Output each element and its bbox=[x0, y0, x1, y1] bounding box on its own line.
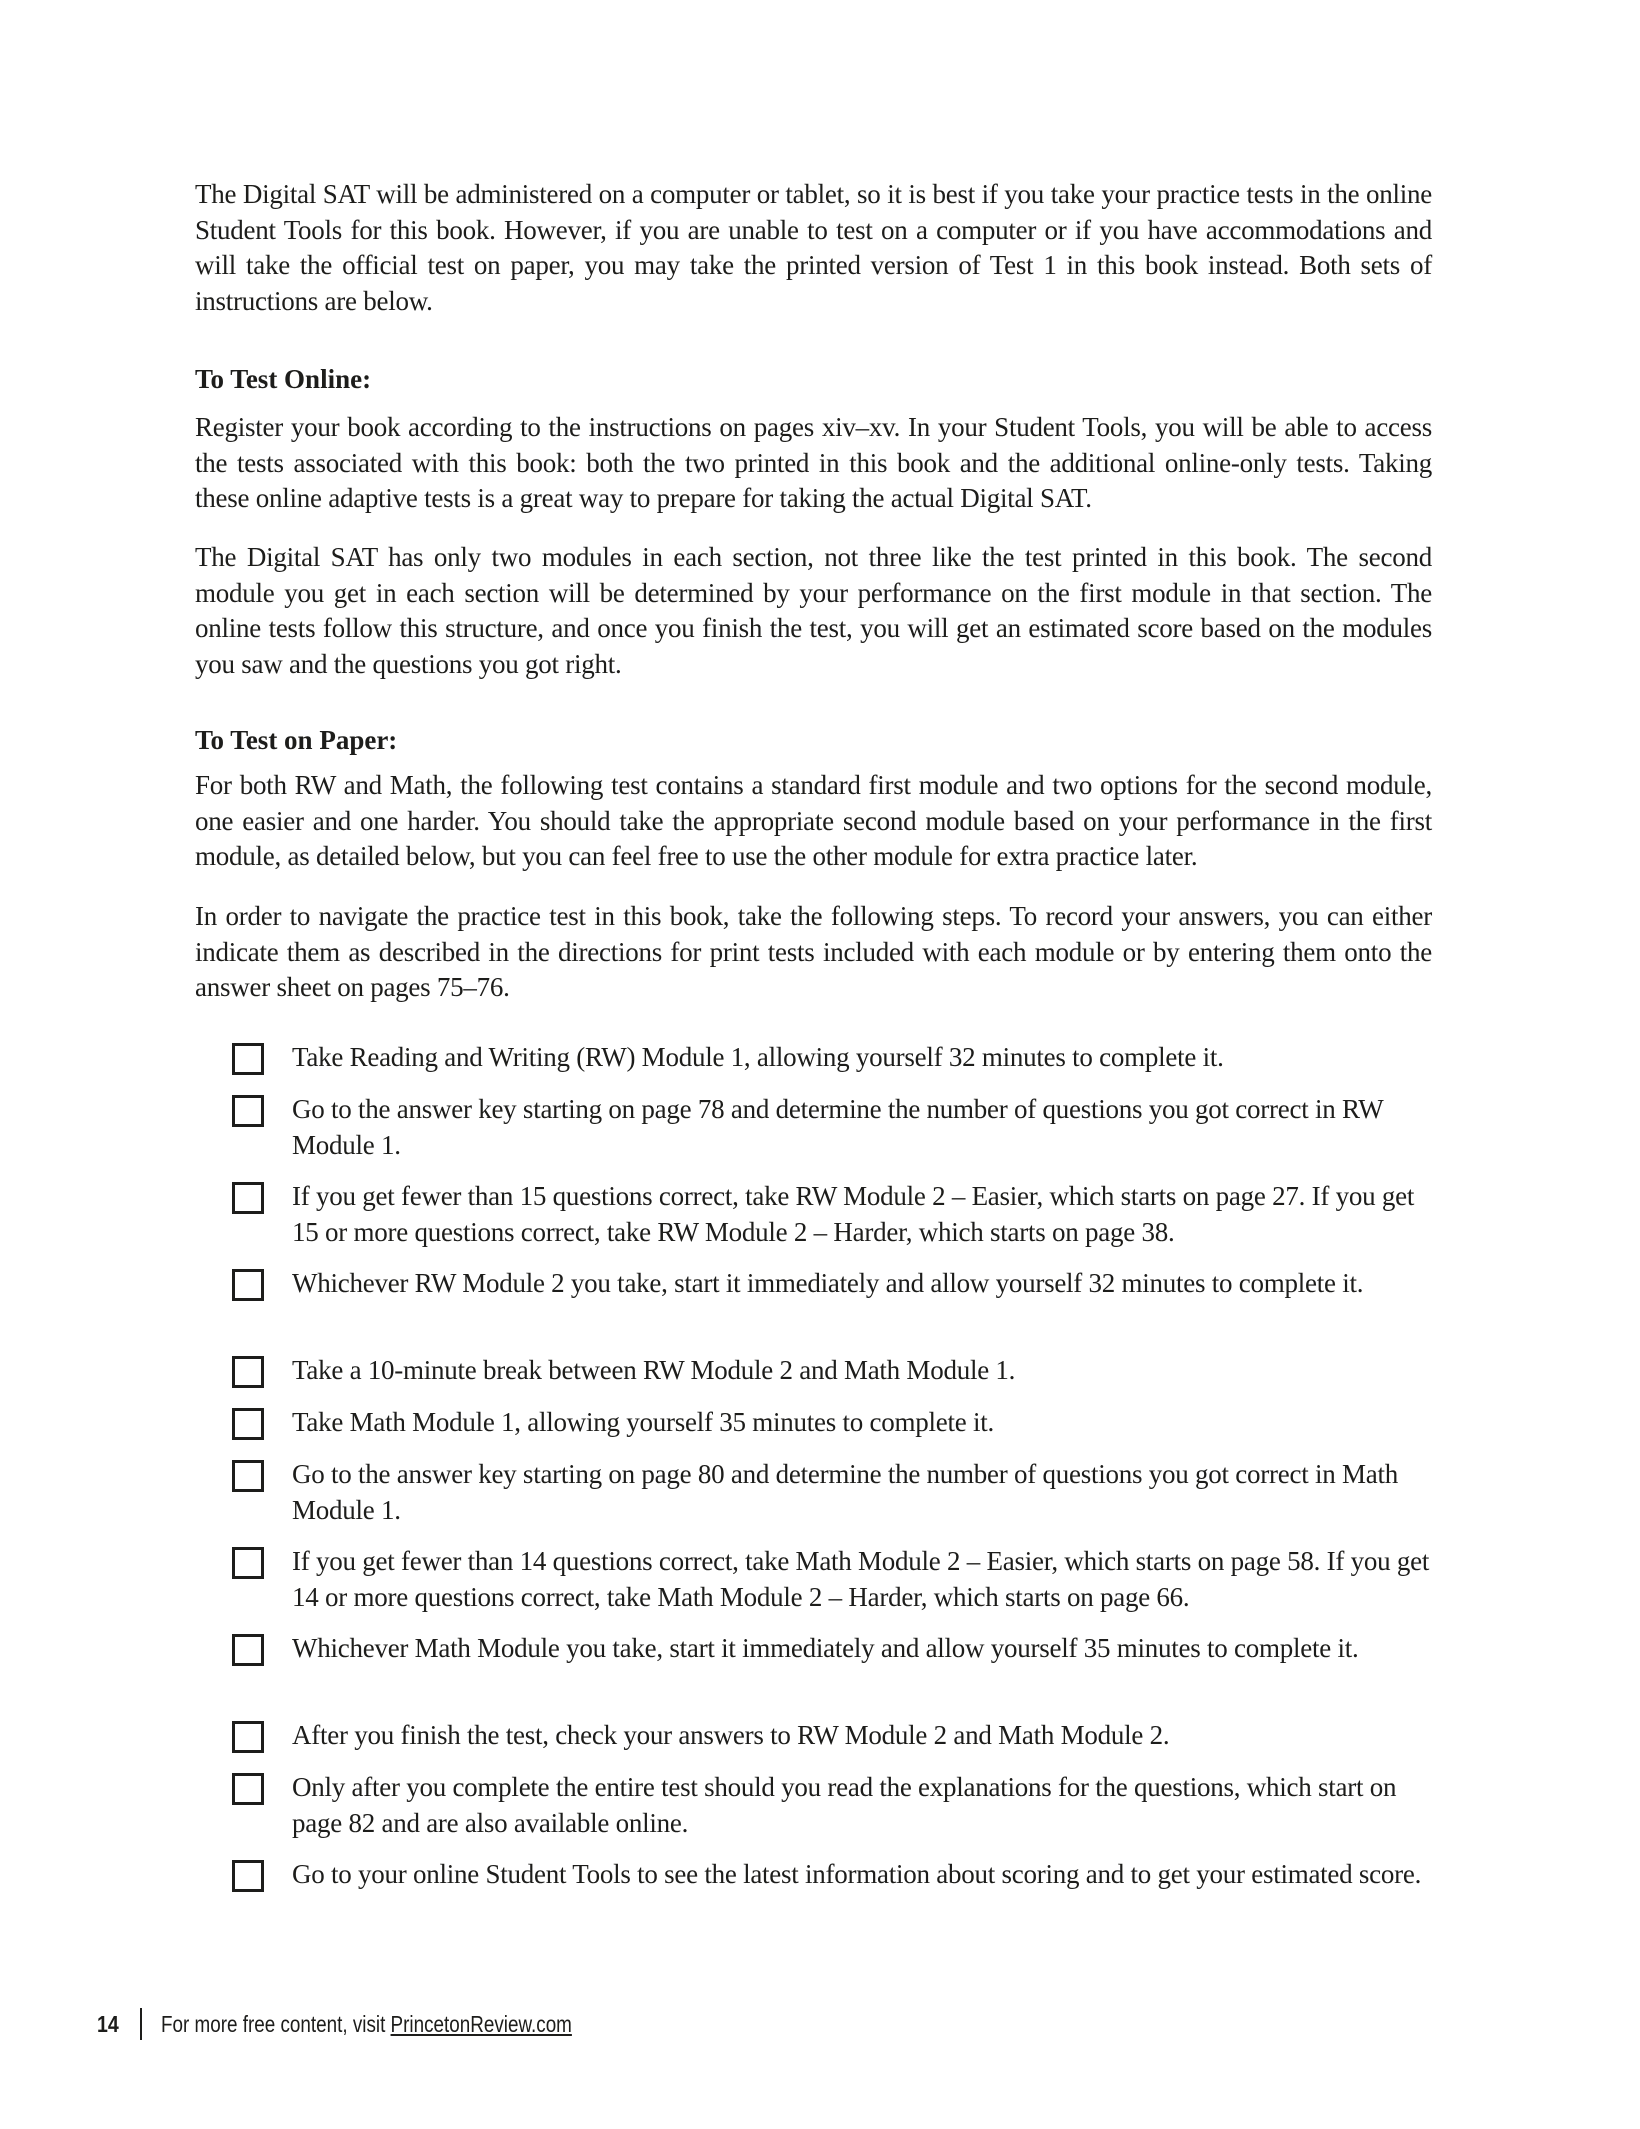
checkbox-icon[interactable] bbox=[232, 1773, 264, 1805]
footer-divider bbox=[140, 2008, 142, 2040]
checklist-item-text: Take Math Module 1, allowing yourself 35 minutes to complete it. bbox=[292, 1407, 994, 1437]
checklist-item bbox=[232, 1631, 1358, 1667]
checklist-item bbox=[232, 1353, 1015, 1389]
checklist-item bbox=[232, 1770, 1432, 1841]
checkbox-icon[interactable] bbox=[232, 1408, 264, 1440]
checkbox-icon[interactable] bbox=[232, 1269, 264, 1301]
checklist-item-text: Take a 10-minute break between RW Module 2 and Math Module 1. bbox=[292, 1355, 1016, 1385]
checkbox-icon[interactable] bbox=[232, 1860, 264, 1892]
checklist-item bbox=[232, 1040, 1224, 1076]
checklist-item-text: Go to the answer key starting on page 78 and determine the number of questions you got correct in RW Module 1. bbox=[292, 1094, 1383, 1160]
online-paragraph-1: Register your book according to the instructions on pages xiv–xv. In your Student Tools, you will be able to access the tests associated with this book: both the two printed in this book and the additional online-only tests. Taking these online adaptive tests is a great way to prepare for taking the actual Digital SAT. bbox=[195, 412, 1432, 514]
checklist-item bbox=[232, 1457, 1432, 1528]
princeton-review-link[interactable]: PrincetonReview.com bbox=[390, 2010, 572, 2037]
checklist-item-text: After you finish the test, check your answers to RW Module 2 and Math Module 2. bbox=[292, 1720, 1170, 1750]
intro-paragraph: The Digital SAT will be administered on a computer or tablet, so it is best if you take your practice tests in the online Student Tools for this book. However, if you are unable to test on a computer or if you have accommodations and will take the official test on paper, you may take the printed version of Test 1 in this book instead. Both sets of instructions are below. bbox=[195, 179, 1432, 317]
checkbox-icon[interactable] bbox=[232, 1634, 264, 1666]
checklist-item bbox=[232, 1092, 1432, 1163]
checklist-item bbox=[232, 1266, 1363, 1302]
footer-text bbox=[161, 2011, 572, 2038]
checklist-item-text: Only after you complete the entire test should you read the explanations for the questions, which start on page 82 and are also available online. bbox=[292, 1772, 1397, 1838]
checkbox-icon[interactable] bbox=[232, 1095, 264, 1127]
checklist-item bbox=[232, 1718, 1169, 1754]
online-section-heading: To Test Online: bbox=[195, 364, 372, 394]
checkbox-icon[interactable] bbox=[232, 1547, 264, 1579]
checklist-item bbox=[232, 1405, 994, 1441]
checklist-item-text: Whichever RW Module 2 you take, start it immediately and allow yourself 32 minutes to complete it. bbox=[292, 1268, 1364, 1298]
paper-section-heading: To Test on Paper: bbox=[195, 725, 398, 755]
page-number: 14 bbox=[97, 2010, 119, 2037]
checklist-item-text: Go to your online Student Tools to see the latest information about scoring and to get your estimated score. bbox=[292, 1859, 1422, 1889]
checklist-item bbox=[232, 1179, 1432, 1250]
paper-paragraph-2: In order to navigate the practice test in this book, take the following steps. To record your answers, you can either indicate them as described in the directions for print tests included with each module or by entering them onto the answer sheet on pages 75–76. bbox=[195, 901, 1432, 1003]
page-footer bbox=[97, 2006, 662, 2042]
checkbox-icon[interactable] bbox=[232, 1182, 264, 1214]
checklist-item bbox=[232, 1857, 1421, 1893]
checklist-item bbox=[232, 1544, 1432, 1615]
checklist-item-text: Whichever Math Module you take, start it immediately and allow yourself 35 minutes to complete it. bbox=[292, 1633, 1359, 1663]
checklist-item-text: If you get fewer than 14 questions correct, take Math Module 2 – Easier, which starts on page 58. If you get 14 or more questions correct, take Math Module 2 – Harder, which starts on page 66. bbox=[292, 1546, 1430, 1612]
checklist-item-text: Take Reading and Writing (RW) Module 1, allowing yourself 32 minutes to complete it. bbox=[292, 1042, 1224, 1072]
checklist-item-text: Go to the answer key starting on page 80 and determine the number of questions you got correct in Math Module 1. bbox=[292, 1459, 1398, 1525]
checkbox-icon[interactable] bbox=[232, 1721, 264, 1753]
checkbox-icon[interactable] bbox=[232, 1356, 264, 1388]
checklist-item-text: If you get fewer than 15 questions correct, take RW Module 2 – Easier, which starts on page 27. If you get 15 or more questions correct, take RW Module 2 – Harder, which starts on page 38. bbox=[292, 1181, 1415, 1247]
online-paragraph-2: The Digital SAT has only two modules in each section, not three like the test printed in this book. The second module you get in each section will be determined by your performance on the first module in that section. The online tests follow this structure, and once you finish the test, you will get an estimated score based on the modules you saw and the questions you got right. bbox=[195, 542, 1432, 680]
checkbox-icon[interactable] bbox=[232, 1460, 264, 1492]
footer-promo-text: For more free content, visit bbox=[161, 2010, 391, 2037]
checkbox-icon[interactable] bbox=[232, 1043, 264, 1075]
paper-paragraph-1: For both RW and Math, the following test contains a standard first module and two options for the second module, one easier and one harder. You should take the appropriate second module based on your performance in the first module, as detailed below, but you can feel free to use the other module for extra practice later. bbox=[195, 770, 1432, 872]
